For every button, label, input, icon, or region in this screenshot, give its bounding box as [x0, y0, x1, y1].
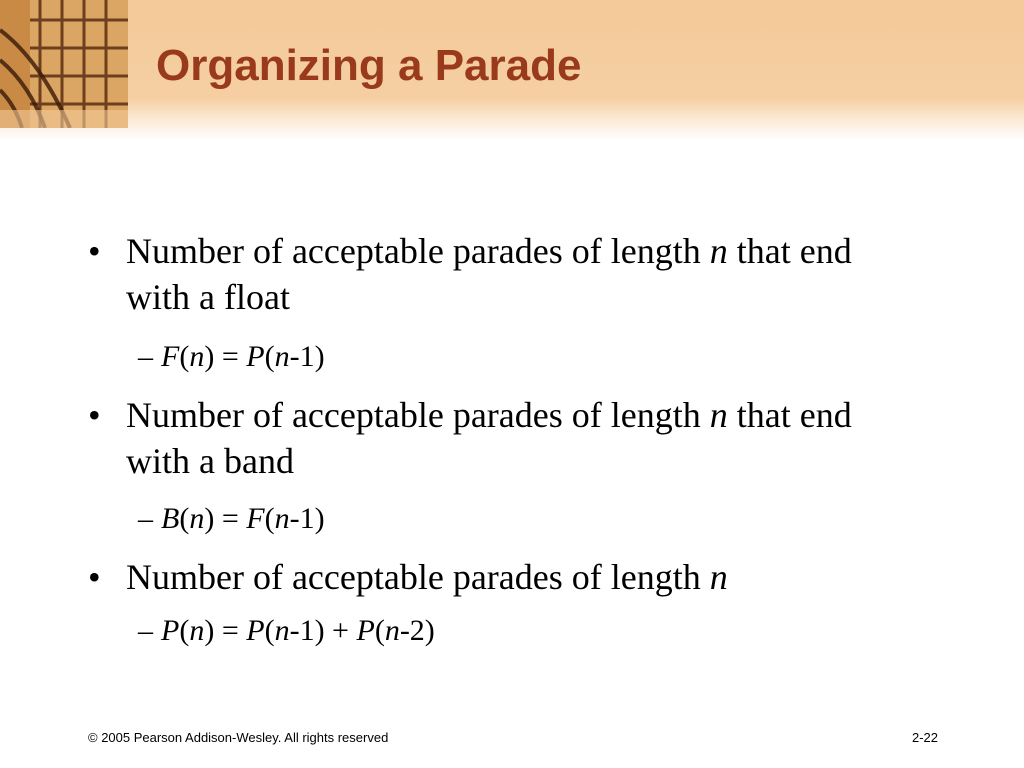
- bullet-text: Number of acceptable parades of length n that end with a float: [126, 231, 852, 317]
- footer-page-number: 2-22: [911, 730, 938, 745]
- formula-fn: P: [161, 614, 180, 647]
- bullet-item: [88, 554, 908, 600]
- bullet-dot: •: [88, 231, 101, 271]
- bullet-item: [88, 228, 908, 320]
- formula-fn: B: [161, 502, 180, 535]
- bullet-dot: •: [88, 557, 101, 597]
- formula-fn: F: [161, 340, 180, 373]
- variable-n: n: [709, 395, 728, 435]
- footer-copyright: © 2005 Pearson Addison-Wesley. All rights reserved: [88, 730, 389, 745]
- slide-title: Organizing a Parade: [156, 41, 582, 90]
- variable-n: n: [709, 557, 728, 597]
- bullet-dot: •: [88, 395, 101, 435]
- bullet-text: Number of acceptable parades of length n that end with a band: [126, 395, 852, 481]
- bullet-item: [88, 392, 908, 484]
- formula-item: – F(n) = P(n-1): [138, 340, 325, 373]
- bullet-text: Number of acceptable parades of length n: [126, 557, 728, 597]
- formula-item: – P(n) = P(n-1) + P(n-2): [138, 614, 435, 647]
- formula-item: – B(n) = F(n-1): [138, 502, 325, 535]
- variable-n: n: [709, 231, 728, 271]
